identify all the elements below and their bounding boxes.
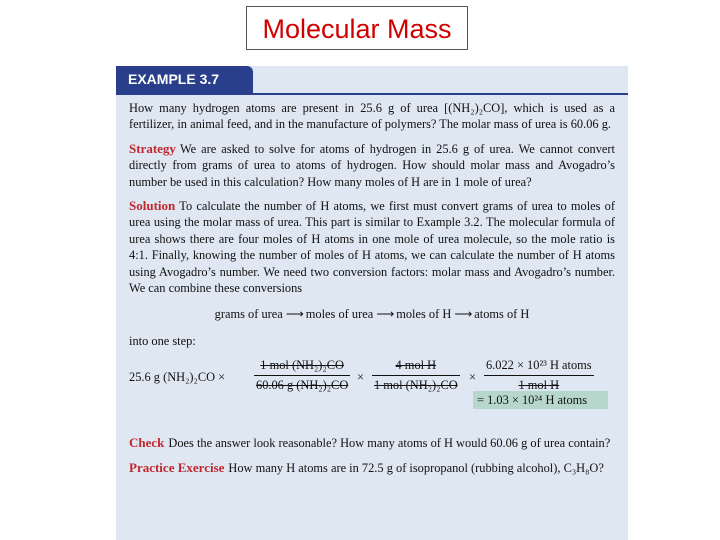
flow-arrow-icon: ⟶ (285, 307, 303, 322)
strategy-paragraph (129, 141, 615, 190)
flow-step-grams-urea: grams of urea (214, 307, 283, 322)
times-sign: × (357, 370, 364, 385)
question-text: How many hydrogen atoms are present in 25.6 g of urea [(NH₂)₂CO], which is used as a fertilizer, in animal feed, and in the manufacture of polymers? The molar mass of urea is 60.06 g. (129, 101, 615, 132)
solution-heading: Solution (129, 198, 176, 214)
flow-step-atoms-h: atoms of H (474, 307, 530, 322)
flow-arrow-icon: ⟶ (454, 307, 472, 322)
fraction-denominator: 1 mol H (518, 377, 560, 392)
fraction-denominator: 1 mol (NH₂)₂CO (374, 377, 458, 392)
fraction-numerator: 4 mol H (395, 358, 437, 373)
strategy-text: We are asked to solve for atoms of hydrogen in 25.6 g of urea. We cannot convert directly from grams of urea to atoms of hydrogen. How should molar mass and Avogadro’s number be used in this calculation? How many moles of H are in 1 mole of urea? (129, 141, 615, 189)
fraction-numerator: 1 mol (NH₂)₂CO (260, 358, 344, 373)
strategy-heading: Strategy (129, 140, 176, 156)
fraction-mole-ratio (372, 357, 460, 393)
into-one-step: into one step: (129, 333, 196, 348)
solution-text: To calculate the number of H atoms, we first must convert grams of urea to moles of urea using the molar mass of urea. This part is similar to Example 3.2. The molecular formula of urea shows there are four moles of H atoms in one mole of urea molecule, so the mole ratio is 4:1. Finally, knowing the number of moles of H atoms, we can calculate the number of H atoms using Avogadro’s number. We need two conversion factors: molar mass and Avogadro’s number. We can combine these conversions (129, 199, 615, 296)
practice-heading: Practice Exercise (129, 459, 225, 475)
fraction-molar-mass (254, 357, 350, 393)
fraction-avogadro (484, 357, 594, 393)
solution-paragraph (129, 198, 615, 296)
tab-divider (116, 93, 628, 95)
check-paragraph (129, 435, 615, 451)
calc-lead: 25.6 g (NH₂)₂CO × (129, 370, 226, 385)
calc-result: = 1.03 × 10²⁴ H atoms (473, 391, 608, 409)
conversion-flow (129, 306, 615, 322)
practice-paragraph (129, 460, 615, 476)
times-sign: × (469, 370, 476, 385)
flow-arrow-icon: ⟶ (376, 307, 394, 322)
fraction-denominator: 60.06 g (NH₂)₂CO (256, 377, 349, 392)
flow-step-moles-urea: moles of urea (305, 307, 374, 322)
example-panel (116, 66, 628, 540)
example-body (129, 100, 615, 476)
check-heading: Check (129, 435, 165, 451)
flow-step-moles-h: moles of H (396, 307, 452, 322)
practice-text: How many H atoms are in 72.5 g of isopropanol (rubbing alcohol), C₃H₈O? (228, 460, 604, 475)
slide-title: Molecular Mass (246, 6, 468, 50)
example-tab: EXAMPLE 3.7 (116, 66, 253, 93)
check-text: Does the answer look reasonable? How many atoms of H would 60.06 g of urea contain? (168, 436, 611, 451)
fraction-numerator: 6.022 × 10²³ H atoms (486, 358, 592, 373)
